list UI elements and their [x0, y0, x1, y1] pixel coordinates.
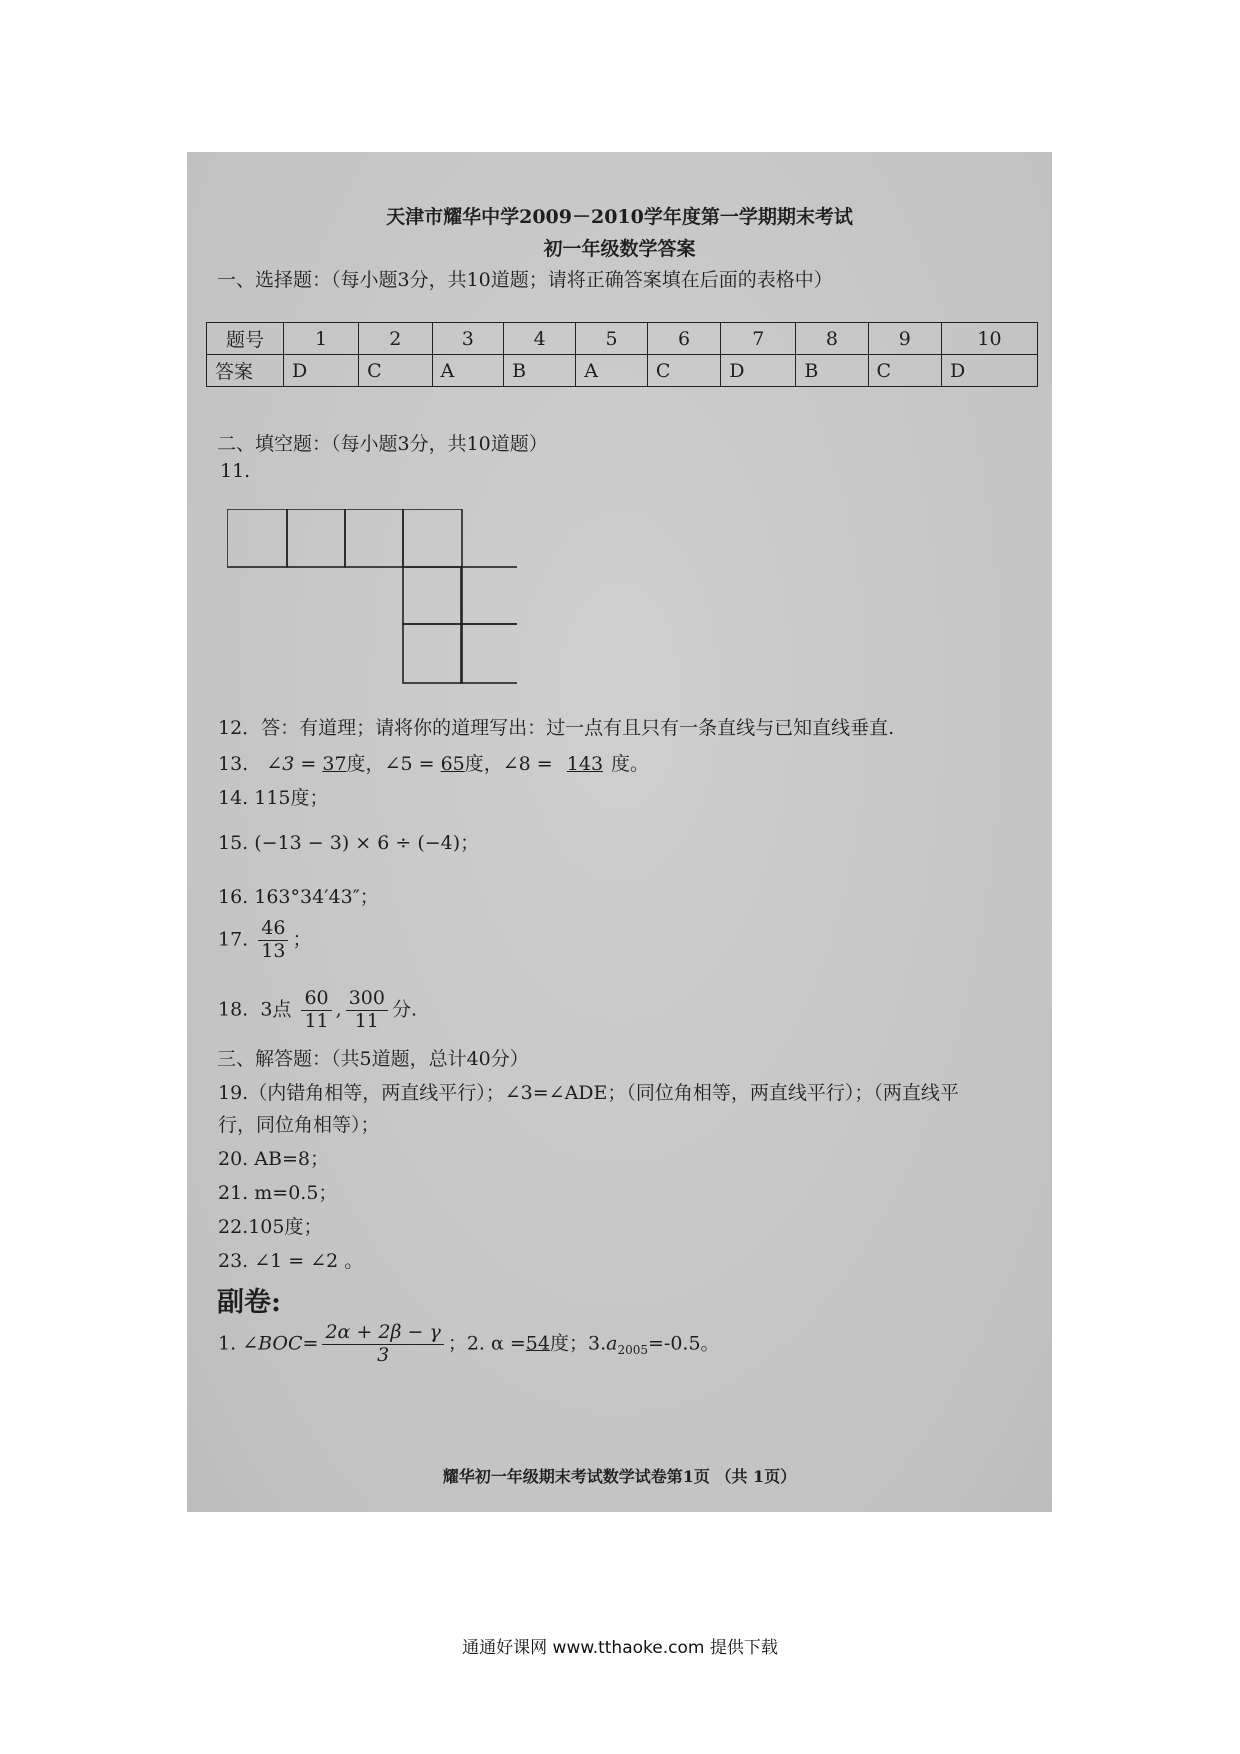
- q15-answer: 15. (−13 − 3) × 6 ÷ (−4)；: [218, 832, 480, 854]
- q18-number: 18.: [218, 998, 249, 1021]
- q18-fraction-2: [346, 988, 388, 1033]
- supplement-answers: [218, 1322, 720, 1367]
- doc-title: 天津市耀华中学2009－2010学年度第一学期期末考试: [386, 206, 853, 228]
- table-cell: 1: [284, 323, 359, 355]
- supp-part3-sub: 2005: [617, 1343, 648, 1358]
- row-label-answer: 答案: [207, 355, 284, 387]
- q13-value8: 143: [566, 753, 604, 775]
- q16-answer: 16. 163°34′43″；: [218, 886, 379, 908]
- supp-part3-var: a: [606, 1332, 618, 1355]
- table-cell: 9: [868, 323, 941, 355]
- table-cell: 6: [647, 323, 720, 355]
- supp-number: 1.: [218, 1332, 237, 1355]
- q11-label: 11.: [220, 460, 251, 482]
- q21-answer: 21. m=0.5；: [218, 1182, 338, 1204]
- table-cell: D: [284, 355, 359, 387]
- table-cell: 10: [941, 323, 1037, 355]
- q13-number: 13.: [218, 753, 249, 775]
- table-cell: B: [796, 355, 868, 387]
- q18-end: 分.: [391, 998, 417, 1021]
- doc-subtitle: 初一年级数学答案: [543, 238, 696, 260]
- q18-denominator-2: 11: [354, 1009, 379, 1032]
- q18-prefix: 3点: [260, 998, 292, 1021]
- table-cell: 8: [796, 323, 868, 355]
- answer-table: [206, 322, 1038, 387]
- q17-fraction: [258, 918, 288, 963]
- table-cell: 3: [432, 323, 504, 355]
- section1-heading: 一、选择题：（每小题3分，共10道题；请将正确答案填在后面的表格中）: [217, 269, 833, 291]
- q17-answer: [218, 918, 311, 963]
- table-cell: D: [941, 355, 1037, 387]
- supp-part3-value: =-0.5。: [648, 1332, 720, 1355]
- download-watermark: 通通好课网 www.tthaoke.com 提供下载: [462, 1638, 778, 1658]
- q13-angle5: 度，∠5 =: [346, 753, 435, 775]
- q18-fraction-1: [301, 988, 331, 1033]
- table-cell: 2: [359, 323, 432, 355]
- supp-part2: ；2. α =: [447, 1332, 526, 1355]
- q13-value5: 65: [440, 753, 465, 775]
- table-cell: 7: [721, 323, 796, 355]
- q13-value3: 37: [322, 753, 347, 775]
- q19-answer-line1: 19.（内错角相等，两直线平行）；∠3=∠ADE；（同位角相等，两直线平行）；（两直线平: [218, 1082, 959, 1104]
- supplement-heading: 副卷:: [217, 1287, 281, 1318]
- scanned-answer-sheet: [187, 152, 1052, 1512]
- q13-angle8: 度，∠8 =: [464, 753, 553, 775]
- q13-angle3: ∠3 =: [266, 753, 317, 775]
- table-cell: B: [504, 355, 576, 387]
- table-cell: C: [868, 355, 941, 387]
- q13-end: 度。: [611, 753, 650, 775]
- table-cell: 5: [576, 323, 648, 355]
- q18-denominator-1: 11: [304, 1009, 329, 1032]
- q18-numerator-2: 300: [346, 988, 388, 1011]
- section3-heading: 三、解答题：（共5道题，总计40分）: [217, 1048, 529, 1070]
- cube-net-diagram: [227, 509, 517, 699]
- q22-answer: 22.105度；: [218, 1216, 323, 1238]
- table-cell: A: [432, 355, 504, 387]
- q17-number: 17.: [218, 928, 249, 951]
- table-cell: 4: [504, 323, 576, 355]
- row-label-number: 题号: [207, 323, 284, 355]
- supp-denominator: 3: [377, 1343, 390, 1366]
- section2-heading: 二、填空题：（每小题3分，共10道题）: [217, 433, 548, 455]
- q12-answer: 12．答：有道理；请将你的道理写出：过一点有且只有一条直线与已知直线垂直.: [218, 717, 895, 739]
- page-footer: 耀华初一年级期末考试数学试卷第1页 （共 1页）: [442, 1467, 797, 1486]
- table-cell: C: [359, 355, 432, 387]
- supp-numerator: 2α + 2β − γ: [322, 1322, 443, 1345]
- table-cell: A: [576, 355, 648, 387]
- table-cell: C: [647, 355, 720, 387]
- q13-answer: [218, 749, 649, 776]
- q14-answer: 14. 115度；: [218, 787, 329, 809]
- q20-answer: 20. AB=8；: [218, 1148, 329, 1170]
- q23-answer: 23. ∠1 = ∠2 。: [218, 1250, 364, 1272]
- q19-answer-line2: 行，同位角相等）；: [218, 1114, 380, 1136]
- table-row-numbers: [207, 323, 1038, 355]
- q17-end: ；: [292, 928, 312, 951]
- supp-fraction: [322, 1322, 443, 1367]
- q18-numerator-1: 60: [301, 988, 331, 1011]
- q17-numerator: 46: [258, 918, 288, 941]
- supp-part2-value: 54: [525, 1332, 550, 1355]
- q17-denominator: 13: [261, 939, 286, 962]
- table-row-answers: [207, 355, 1038, 387]
- supp-lhs: ∠BOC=: [242, 1332, 319, 1355]
- q18-answer: 18. 3点 $\frac{60}{11}$ , $\frac{300}{11}$ 分.: [218, 987, 417, 1032]
- table-cell: D: [721, 355, 796, 387]
- supp-part2-unit: 度；3.: [549, 1332, 607, 1355]
